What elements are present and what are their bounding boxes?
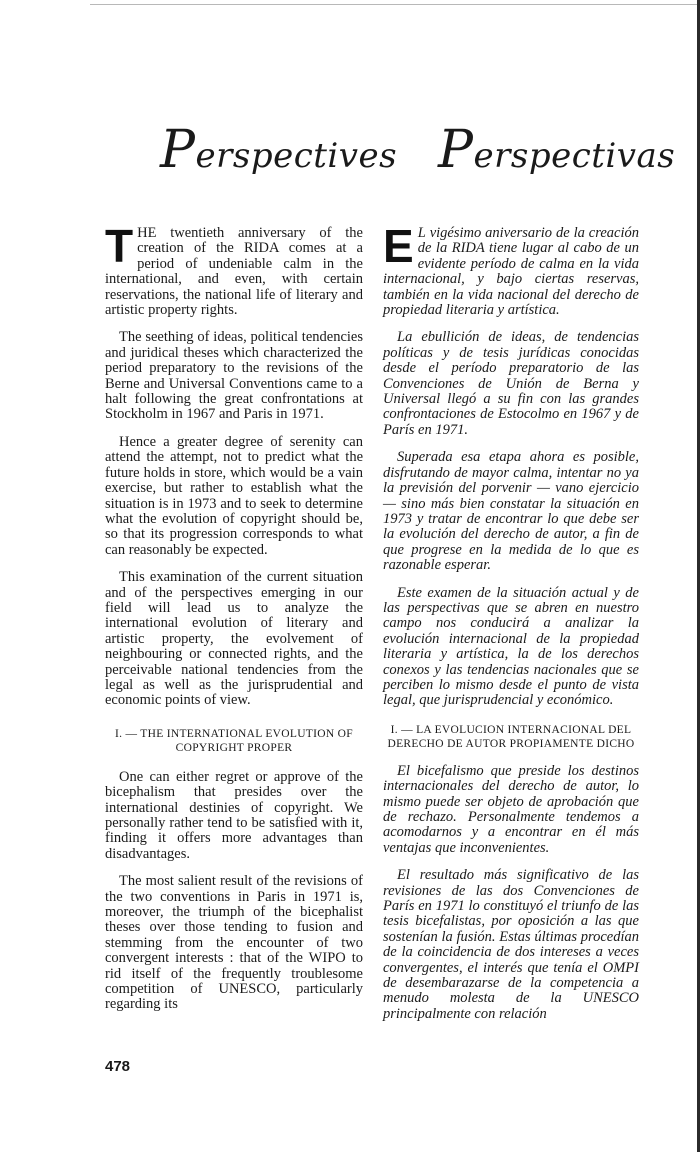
spanish-paragraph-1-text: vigésimo aniversario de la creación de la RIDA tiene lugar al cabo de un evidente período de calma en la vida internacional, y bajo ciertas reservas, también en la vida nacional del derecho de propiedad literaria y artística. bbox=[383, 225, 639, 319]
spanish-column bbox=[383, 220, 639, 1034]
english-paragraph-4: This examination of the current situation and of the perspectives emerging in our field will lead us to analyze the international evolution of literary and artistic property, the evolvement of neighbouring or connected rights, and the perceivable national tendencies from the legal as well as the jurisprudential and economic points of view. bbox=[105, 569, 363, 709]
title-es-initial: P bbox=[438, 120, 474, 180]
spanish-paragraph-4: Este examen de la situación actual y de las perspectivas que se abren en nuestro campo nos conducirá a analizar la evolución internacional de la propiedad literaria y artística, la de los derechos conexos y las tendencias nacionales que se perciben lo mismo desde el punto de vista legal, que jurisprudencial y económico. bbox=[383, 584, 639, 709]
english-paragraph-3: Hence a greater degree of serenity can attend the attempt, not to predict what the future holds in store, which would be a vain exercise, but rather to establish what the situation is in 1973 and to seek to determine what the evolution of copyright should be, so that its progression corresponds to what can reasonably be expected. bbox=[105, 433, 363, 558]
english-section-heading: I. — THE INTERNATIONAL EVOLUTION OF COPYRIGHT PROPER bbox=[115, 727, 353, 755]
english-column bbox=[105, 220, 363, 1025]
english-drop-cap: T bbox=[105, 220, 133, 272]
page-number: 478 bbox=[105, 1058, 131, 1075]
spanish-paragraph-2: La ebullición de ideas, de tendencias políticas y de tesis jurídicas conocidas desde el período preparatorio de las Convenciones de Unión de Berna y Universal llegó a su fin con las grandes confrontaciones de Estocolmo en 1967 y de París en 1971. bbox=[383, 329, 639, 438]
spanish-paragraph-6: El resultado más significativo de las revisiones de las dos Convenciones de París en 1971 lo constituyó el triunfo de las tesis bicefalistas, por oposición a las que sostenían la fusión. Estas últimas procedían de la coincidencia de dos intereses a veces convergentes, el interés que tenía el OMPI de desembarazarse de la competencia a menudo molesta de la UNESCO principalmente con relación bbox=[383, 867, 639, 1022]
spanish-lead-word: L bbox=[417, 225, 426, 241]
title-en-initial: P bbox=[160, 120, 196, 180]
spanish-paragraph-5: El bicefalismo que preside los destinos internacionales del derecho de autor, lo mismo puede ser objeto de aprobación que de rechazo. Personalmente tendemos a acomodarnos y a encontrar en él más ventajas que inconvenientes. bbox=[383, 762, 639, 856]
spanish-paragraph-1 bbox=[383, 220, 639, 319]
spanish-section-heading: I. — LA EVOLUCION INTERNACIONAL DEL DERECHO DE AUTOR PROPIAMENTE DICHO bbox=[387, 723, 635, 751]
english-lead-word: HE bbox=[137, 225, 157, 241]
title-en-rest: erspectives bbox=[195, 136, 398, 176]
title-perspectivas-spanish bbox=[438, 120, 675, 180]
english-paragraph-2: The seething of ideas, political tendencies and juridical theses which characterized the period preparatory to the revisions of the Berne and Universal Conventions came to a halt following the great confrontations at Stockholm in 1967 and Paris in 1971. bbox=[105, 329, 363, 423]
title-perspectives-english bbox=[160, 120, 397, 180]
english-paragraph-1-text: twentieth anniversary of the creation of the RIDA comes at a period of undeniable calm in the international, and even, with certain reservations, the national life of literary and artistic property rights. bbox=[105, 225, 363, 319]
top-rule bbox=[90, 4, 700, 5]
spanish-paragraph-3: Superada esa etapa ahora es posible, disfrutando de mayor calma, intentar no ya la previsión del porvenir — vano ejercicio — sino más bien constatar la situación en 1973 y tratar de encontrar lo que debe ser la evolución del derecho de autor, a fin de que progrese en la medida de lo que es razonable esperar. bbox=[383, 449, 639, 574]
spanish-drop-cap: E bbox=[383, 220, 413, 272]
english-paragraph-5: One can either regret or approve of the bicephalism that presides over the international destinies of copyright. We personally rather tend to be satisfied with it, finding it offers more advantages than disadvantages. bbox=[105, 768, 363, 862]
english-paragraph-1 bbox=[105, 220, 363, 319]
english-paragraph-6: The most salient result of the revisions of the two conventions in Paris in 1971 is, moreover, the triumph of the bicephalist theses over those tending to fusion and stemming from the encounter of two convergent interests : that of the WIPO to rid itself of the frequently troublesome competition of UNESCO, particularly regarding its bbox=[105, 873, 363, 1013]
title-es-rest: erspectivas bbox=[473, 136, 676, 176]
